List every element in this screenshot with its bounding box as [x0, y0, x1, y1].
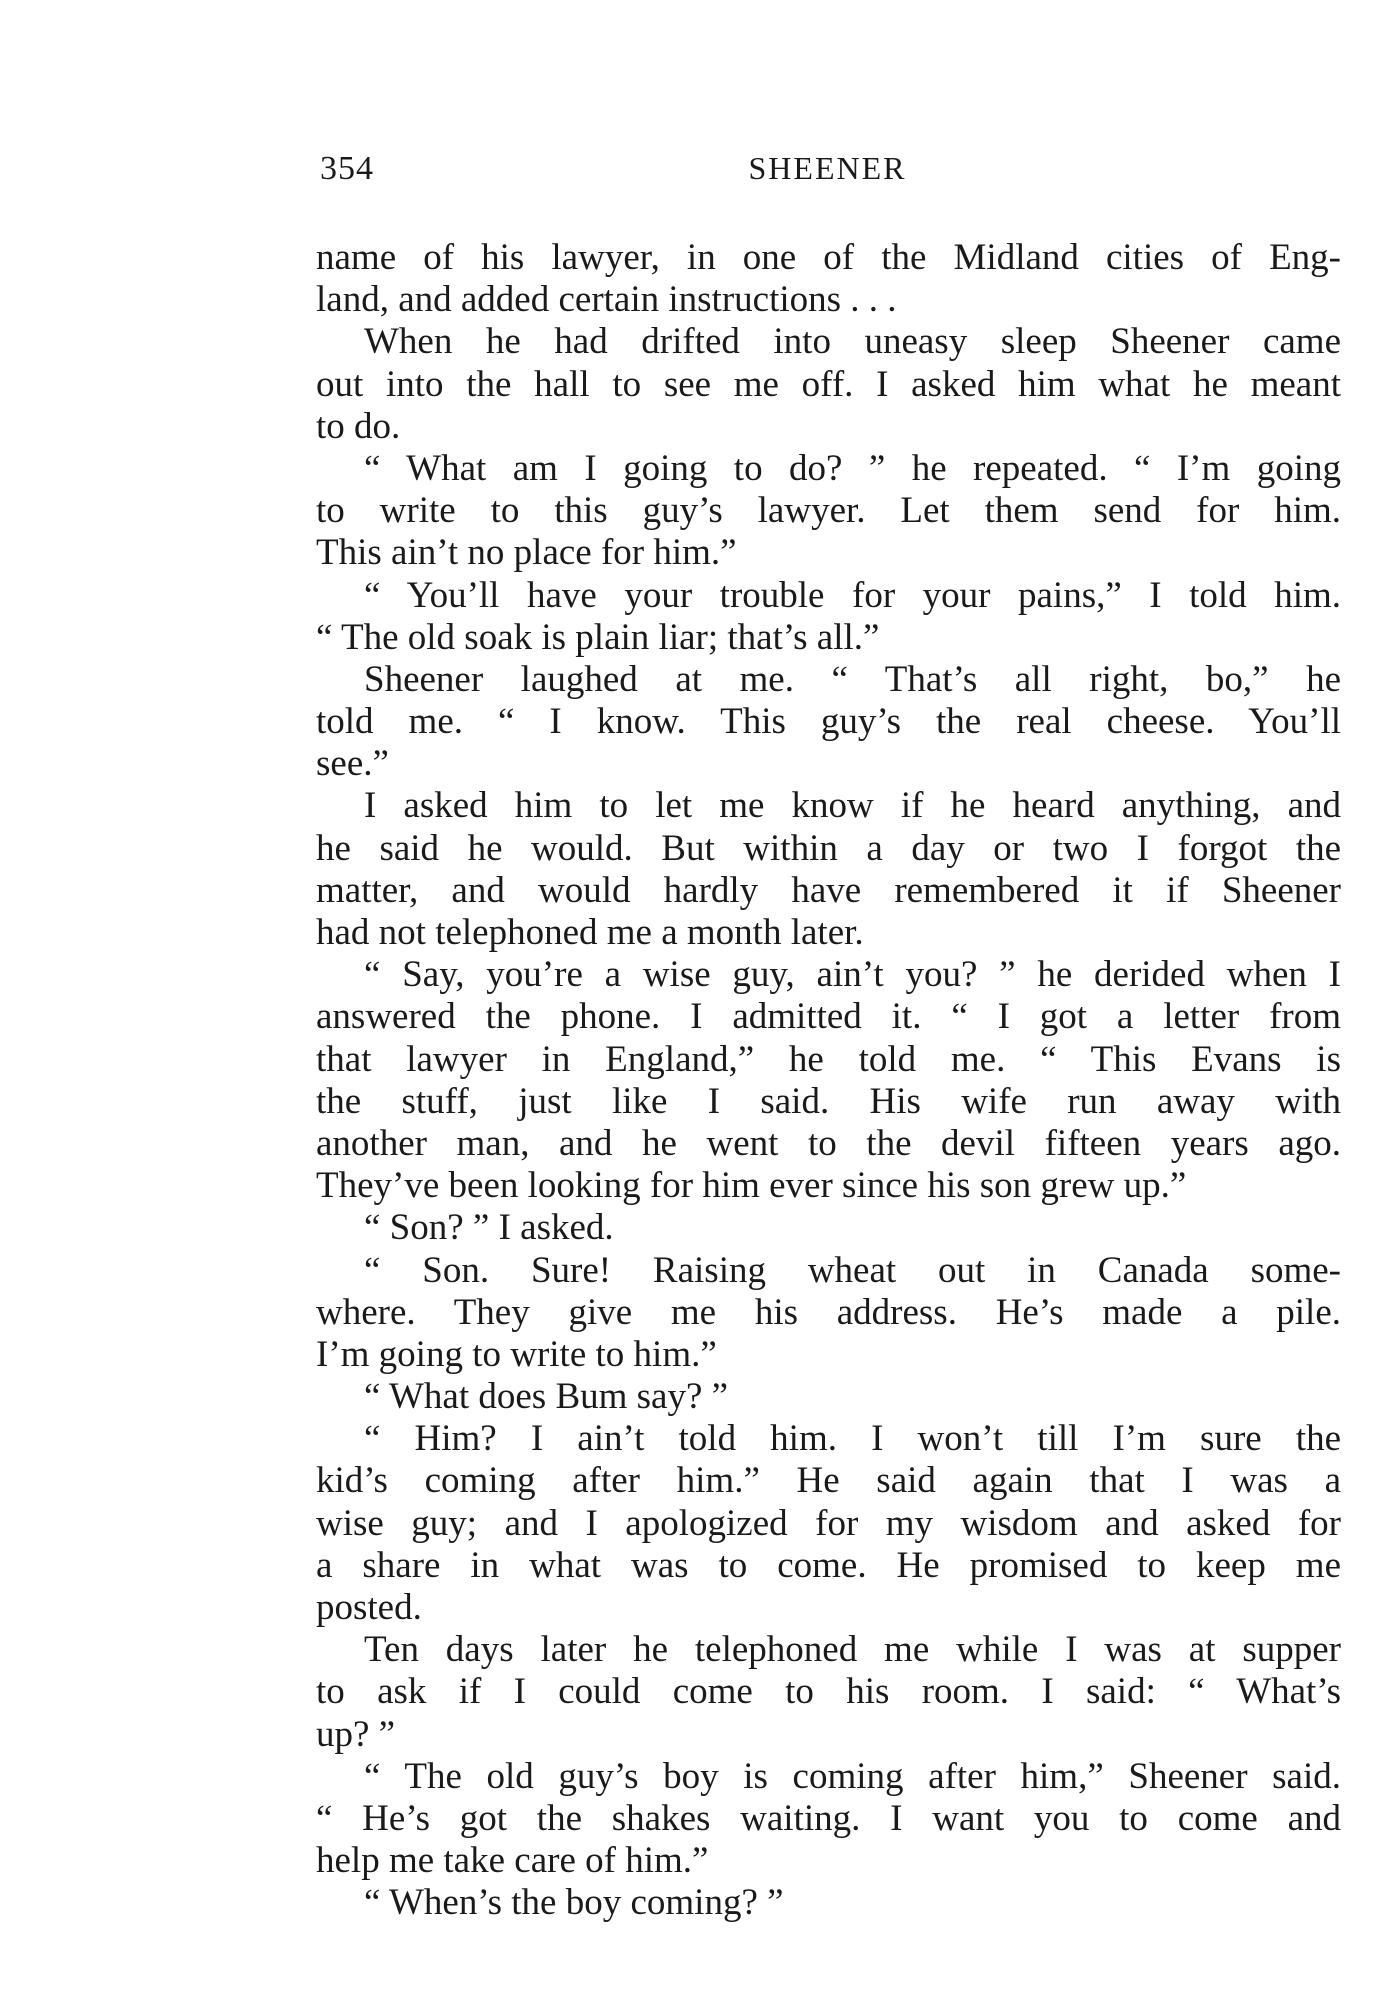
text-line: posted.: [316, 1587, 422, 1628]
text-line: kid’s coming after him.” He said again that I was a: [316, 1460, 1341, 1502]
body-text: [316, 237, 1341, 1925]
text-line: see.”: [316, 743, 389, 785]
text-line: wise guy; and I apologized for my wisdom and asked for: [316, 1502, 1341, 1544]
text-line: had not telephoned me a month later.: [316, 912, 864, 953]
text-line: to do.: [316, 405, 401, 447]
text-line: answered the phone. I admitted it. “ I got a letter from: [316, 996, 1341, 1038]
text-line: Ten days later he telephoned me while I was at supper: [364, 1629, 1341, 1671]
text-line: Sheener laughed at me. “ That’s all right, bo,” he: [364, 658, 1341, 700]
text-line: land, and added certain instructions . . .: [316, 279, 897, 321]
text-line: “ When’s the boy coming? ”: [364, 1882, 784, 1924]
text-line: This ain’t no place for him.”: [316, 532, 737, 574]
text-line: told me. “ I know. This guy’s the real cheese. You’ll: [316, 701, 1341, 743]
text-line: to write to this guy’s lawyer. Let them send for him.: [316, 490, 1341, 532]
running-head: SHEENER: [748, 150, 907, 186]
text-line: I asked him to let me know if he heard anything, and: [364, 785, 1341, 827]
text-line: up? ”: [316, 1713, 396, 1755]
text-line: that lawyer in England,” he told me. “ This Evans is: [316, 1038, 1341, 1080]
text-line: he said he would. But within a day or two I forgot the: [316, 827, 1341, 869]
text-line: “ You’ll have your trouble for your pains,” I told him.: [364, 574, 1341, 616]
page-number: 354: [320, 150, 374, 187]
text-line: name of his lawyer, in one of the Midland cities of Eng-: [316, 237, 1341, 278]
text-line: matter, and would hardly have remembered it if Sheener: [316, 869, 1341, 911]
text-line: “ What am I going to do? ” he repeated. “ I’m going: [364, 447, 1341, 489]
text-line: “ The old guy’s boy is coming after him,” Sheener said.: [364, 1755, 1341, 1797]
text-line: “ Son? ” I asked.: [364, 1207, 614, 1249]
text-line: “ Say, you’re a wise guy, ain’t you? ” he derided when I: [364, 954, 1341, 996]
page-header: [320, 150, 1335, 198]
text-line: where. They give me his address. He’s made a pile.: [316, 1291, 1341, 1333]
text-line: a share in what was to come. He promised to keep me: [316, 1544, 1341, 1586]
text-line: “ He’s got the shakes waiting. I want you to come and: [316, 1797, 1341, 1839]
text-line: I’m going to write to him.”: [316, 1333, 717, 1375]
text-line: the stuff, just like I said. His wife run away with: [316, 1080, 1341, 1122]
text-line: “ Him? I ain’t told him. I won’t till I’m sure the: [364, 1418, 1341, 1460]
text-line: “ Son. Sure! Raising wheat out in Canada some-: [364, 1249, 1341, 1291]
text-line: They’ve been looking for him ever since his son grew up.”: [316, 1165, 1187, 1207]
text-line: another man, and he went to the devil fifteen years ago.: [316, 1122, 1341, 1164]
text-line: When he had drifted into uneasy sleep Sheener came: [364, 321, 1341, 363]
text-line: “ The old soak is plain liar; that’s all.”: [316, 616, 880, 658]
text-line: to ask if I could come to his room. I said: “ What’s: [316, 1671, 1341, 1713]
text-line: help me take care of him.”: [316, 1840, 709, 1882]
text-line: out into the hall to see me off. I asked him what he meant: [316, 363, 1341, 405]
text-line: “ What does Bum say? ”: [364, 1376, 729, 1418]
